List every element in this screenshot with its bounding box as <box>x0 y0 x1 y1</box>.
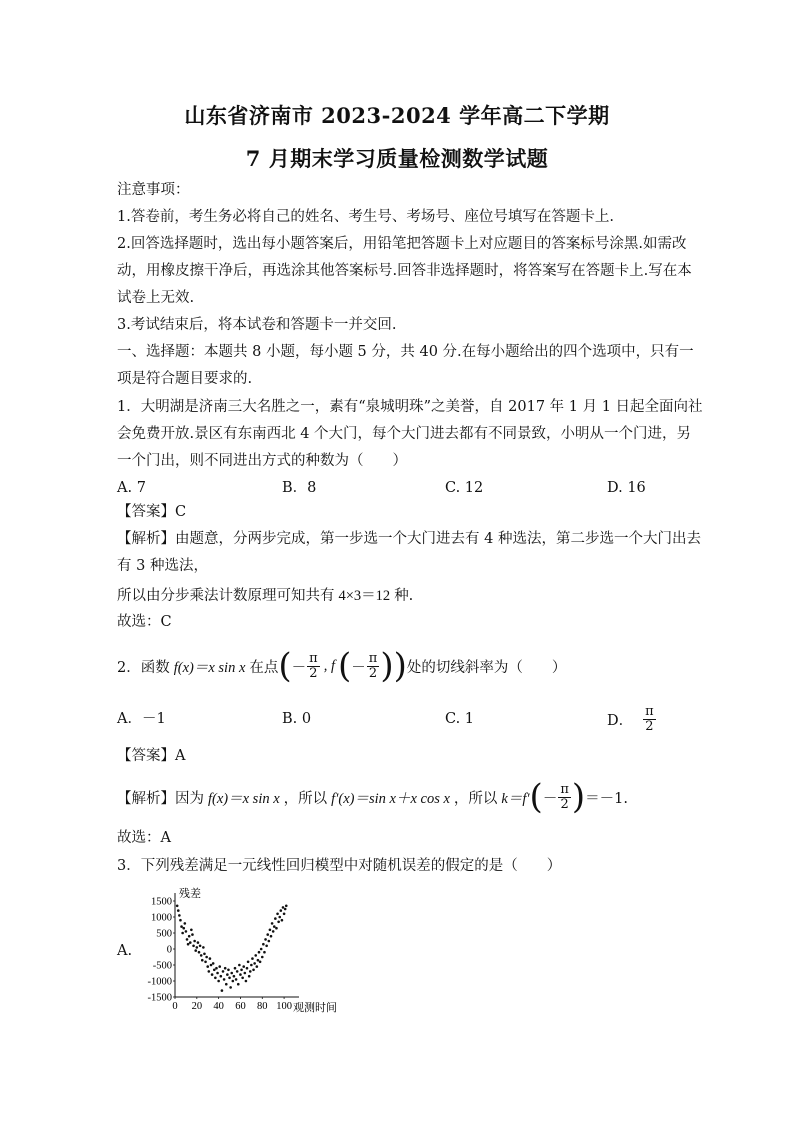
scatter-point <box>186 938 189 941</box>
title-line1: 山东省济南市 2023-2024 学年高二下学期 <box>184 103 610 128</box>
q2-minus2: － <box>351 659 366 676</box>
q2-analysis-pre: 【解析】因为 <box>117 790 204 807</box>
scatter-point <box>179 919 182 922</box>
q2-analysis-mid2: ，所以 <box>453 790 498 807</box>
q2-frac1 <box>307 652 320 681</box>
y-tick-label: 1000 <box>151 912 172 924</box>
q2-analysis-minus: － <box>542 790 558 807</box>
scatter-point <box>190 929 193 932</box>
q2-analysis <box>117 777 628 817</box>
notice-heading: 注意事项： <box>117 182 190 198</box>
scatter-point <box>264 938 267 941</box>
q2-function: f(x)＝x sin x <box>173 659 246 676</box>
scatter-point <box>225 983 228 986</box>
q3-option-a-label: A. <box>117 943 133 959</box>
q1-final: 故选：C <box>117 614 172 630</box>
scatter-point <box>208 970 211 973</box>
scatter-point <box>203 953 206 956</box>
scatter-point <box>194 949 197 952</box>
y-tick-label: 1500 <box>151 896 172 908</box>
q2-inner-left-paren: ( <box>338 646 352 686</box>
scatter-point <box>250 964 253 967</box>
x-tick-label: 60 <box>235 1001 246 1012</box>
scatter-point <box>176 905 179 908</box>
q2-analysis-k: k＝f′ <box>501 790 530 807</box>
scatter-point <box>188 935 191 938</box>
q2-frac2 <box>367 652 380 681</box>
q2-option-b: B. 0 <box>282 711 312 727</box>
scatter-point <box>228 977 231 980</box>
q2-frac2-num: π <box>368 650 378 666</box>
q2-pre: 2．函数 <box>117 659 170 676</box>
q1-option-c: C. 12 <box>445 480 484 496</box>
q1-line2: 会免费开放.景区有东南西北 4 个大门，每个大门进去都有不同景致，小明从一个门进，另 <box>117 426 692 442</box>
q2-analysis-frac <box>558 783 571 812</box>
q2-option-d-frac <box>643 705 656 734</box>
q2-frac1-num: π <box>309 650 318 666</box>
scatter-point <box>278 916 281 919</box>
section1-line1: 一、选择题：本题共 8 小题，每小题 5 分，共 40 分.在每小题给出的四个选项中，只有一 <box>117 344 694 360</box>
q1-line1: 1．大明湖是济南三大名胜之一，素有“泉城明珠”之美誉，自 2017 年 1 月 1 日起全面向社 <box>117 399 703 415</box>
q2-mid: 在点 <box>249 659 279 676</box>
scatter-point <box>210 964 213 967</box>
q2-option-d-label: D． <box>607 712 634 729</box>
scatter-point <box>209 957 212 960</box>
scatter-point <box>246 967 249 970</box>
scatter-point <box>213 969 216 972</box>
q1-option-a: A. 7 <box>117 480 146 496</box>
scatter-point <box>177 909 180 912</box>
notice-item2-line1: 2.回答选择题时，选出每小题答案后，用铅笔把答题卡上对应题目的答案标号涂黑.如需改 <box>117 236 687 252</box>
scatter-point <box>211 973 214 976</box>
y-tick-label: -1000 <box>147 976 172 988</box>
scatter-point <box>237 983 240 986</box>
q2-final: 故选：A <box>117 830 171 846</box>
scatter-point <box>274 917 277 920</box>
q2-minus1: － <box>291 659 307 676</box>
scatter-point <box>178 914 181 917</box>
scatter-point <box>277 921 280 924</box>
scatter-point <box>193 940 196 943</box>
scatter-point <box>236 970 239 973</box>
section1-line2: 项是符合题目要求的. <box>117 371 253 387</box>
scatter-point <box>227 969 230 972</box>
q1-analysis-line3-post: 种. <box>394 588 414 604</box>
q2-analysis-func: f(x)＝x sin x <box>208 790 280 807</box>
scatter-point <box>206 965 209 968</box>
q2-analysis-end: ＝－1. <box>585 790 628 807</box>
scatter-point <box>252 969 255 972</box>
scatter-point <box>259 961 262 964</box>
chart-ticks <box>148 897 292 1013</box>
scatter-point <box>248 975 251 978</box>
q2-post: 处的切线斜率为（ ） <box>406 659 567 676</box>
title-line2: 7 月期末学习质量检测数学试题 <box>245 146 549 171</box>
scatter-point <box>220 975 223 978</box>
scatter-point <box>232 980 235 983</box>
scatter-point <box>218 965 221 968</box>
y-tick-label: -1500 <box>147 992 172 1004</box>
scatter-point <box>205 956 208 959</box>
y-tick-label: 500 <box>156 928 172 940</box>
scatter-point <box>282 906 285 909</box>
scatter-point <box>204 961 207 964</box>
scatter-point <box>275 927 278 930</box>
scatter-point <box>239 973 242 976</box>
q1-analysis-line3 <box>117 584 413 605</box>
scatter-point <box>280 909 283 912</box>
scatter-point <box>262 943 265 946</box>
scatter-point <box>245 980 248 983</box>
q2-inner-right-paren: ) <box>380 646 394 686</box>
scatter-point <box>192 945 195 948</box>
scatter-point <box>191 933 194 936</box>
q2-analysis-mid: ，所以 <box>283 790 328 807</box>
q2-comma-f: , f <box>323 657 335 674</box>
scatter-point <box>284 908 287 911</box>
q2-analysis-frac-num: π <box>560 781 569 797</box>
scatter-point <box>283 913 286 916</box>
scatter-point <box>233 975 236 978</box>
q2-right-paren: ) <box>393 646 407 686</box>
q1-option-d: D. 16 <box>607 480 646 496</box>
scatter-point <box>214 977 217 980</box>
scatter-point <box>241 977 244 980</box>
q2-option-c: C. 1 <box>445 711 475 727</box>
q1-option-b: B．8 <box>282 480 317 496</box>
scatter-point <box>260 948 263 951</box>
q2-analysis-frac-den: 2 <box>560 796 569 812</box>
scatter-point <box>200 954 203 957</box>
scatter-point <box>253 962 256 965</box>
scatter-point <box>202 946 205 949</box>
scatter-point <box>272 930 275 933</box>
y-tick-label: 0 <box>166 944 172 956</box>
q1-line3: 一个门出，则不同进出方式的种数为（ ） <box>117 453 407 469</box>
x-tick-label: 100 <box>276 1001 292 1012</box>
q2-answer: 【答案】A <box>117 748 186 764</box>
notice-item2-line3: 试卷上无效. <box>117 290 195 306</box>
q3-stem: 3．下列残差满足一元线性回归模型中对随机误差的假定的是（ ） <box>117 858 562 874</box>
scatter-point <box>181 932 184 935</box>
scatter-point <box>221 989 224 992</box>
scatter-point <box>212 962 215 965</box>
x-tick-label: 80 <box>257 1001 268 1012</box>
scatter-point <box>270 935 273 938</box>
scatter-point <box>273 925 276 928</box>
chart-y-axis-label: 残差 <box>179 888 201 900</box>
scatter-point <box>254 954 257 957</box>
q2-analysis-derivative: f′(x)＝sin x＋x cos x <box>331 790 450 807</box>
scatter-point <box>216 972 219 975</box>
scatter-point <box>251 957 254 960</box>
x-tick-label: 0 <box>172 1001 178 1012</box>
scatter-point <box>247 961 250 964</box>
scatter-point <box>223 978 226 981</box>
chart-x-axis-label: 观测时间 <box>293 1002 337 1014</box>
scatter-point <box>230 972 233 975</box>
scatter-point <box>265 945 268 948</box>
scatter-point <box>281 919 284 922</box>
chart-points <box>176 905 288 992</box>
scatter-point <box>224 967 227 970</box>
scatter-point <box>266 933 269 936</box>
scatter-point <box>222 970 225 973</box>
q2-frac2-den: 2 <box>368 665 378 681</box>
notice-item1: 1.答卷前，考生务必将自己的姓名、考生号、考场号、座位号填写在答题卡上. <box>117 209 614 225</box>
q2-option-d <box>607 700 657 738</box>
q2-frac1-den: 2 <box>309 665 318 681</box>
scatter-point <box>187 943 190 946</box>
scatter-point <box>217 980 220 983</box>
scatter-point <box>184 922 187 925</box>
scatter-point <box>268 940 271 943</box>
q1-answer: 【答案】C <box>117 504 187 520</box>
scatter-point <box>258 951 261 954</box>
q1-analysis-line1: 【解析】由题意，分两步完成，第一步选一个大门进去有 4 种选法，第二步选一个大门出去 <box>117 531 701 547</box>
scatter-point <box>244 972 247 975</box>
q2-stem <box>117 646 566 686</box>
x-tick-label: 20 <box>191 1001 203 1012</box>
q2-option-d-den: 2 <box>645 718 654 734</box>
q1-analysis-line3-pre: 所以由分步乘法计数原理可知共有 <box>117 588 335 604</box>
y-tick-label: -500 <box>152 960 172 972</box>
scatter-point <box>263 951 266 954</box>
scatter-point <box>180 925 183 928</box>
scatter-point <box>249 970 252 973</box>
scatter-point <box>256 965 259 968</box>
q2-left-paren: ( <box>278 646 292 686</box>
scatter-point <box>285 905 288 908</box>
scatter-point <box>261 956 264 959</box>
scatter-point <box>242 965 245 968</box>
scatter-point <box>234 967 237 970</box>
scatter-point <box>215 967 218 970</box>
scatter-point <box>199 945 202 948</box>
q2-analysis-left-paren: ( <box>529 777 543 817</box>
scatter-point <box>240 969 243 972</box>
scatter-point <box>257 959 260 962</box>
scatter-point <box>269 929 272 932</box>
q1-analysis-math: 4×3＝12 <box>338 588 391 604</box>
q1-analysis-line2: 有 3 种选法， <box>117 558 208 574</box>
scatter-point <box>226 973 229 976</box>
notice-item3: 3.考试结束后，将本试卷和答题卡一并交回. <box>117 317 397 333</box>
residual-scatter-chart <box>135 885 375 1015</box>
scatter-point <box>271 922 274 925</box>
scatter-point <box>198 951 201 954</box>
scatter-point <box>182 927 185 930</box>
notice-item2-line2: 动，用橡皮擦干净后，再选涂其他答案标号.回答非选择题时，将答案写在答题卡上.写在本 <box>117 263 692 279</box>
scatter-point <box>276 913 279 916</box>
q2-option-a: A．－1 <box>117 711 166 727</box>
scatter-point <box>201 959 204 962</box>
scatter-point <box>238 964 241 967</box>
scatter-point <box>235 978 238 981</box>
q2-option-d-num: π <box>645 703 654 719</box>
x-tick-label: 40 <box>213 1001 224 1012</box>
scatter-point <box>189 941 192 944</box>
scatter-point <box>185 930 188 933</box>
scatter-point <box>229 986 232 989</box>
scatter-point <box>196 946 199 949</box>
q2-analysis-right-paren: ) <box>571 777 586 817</box>
scatter-point <box>197 941 200 944</box>
